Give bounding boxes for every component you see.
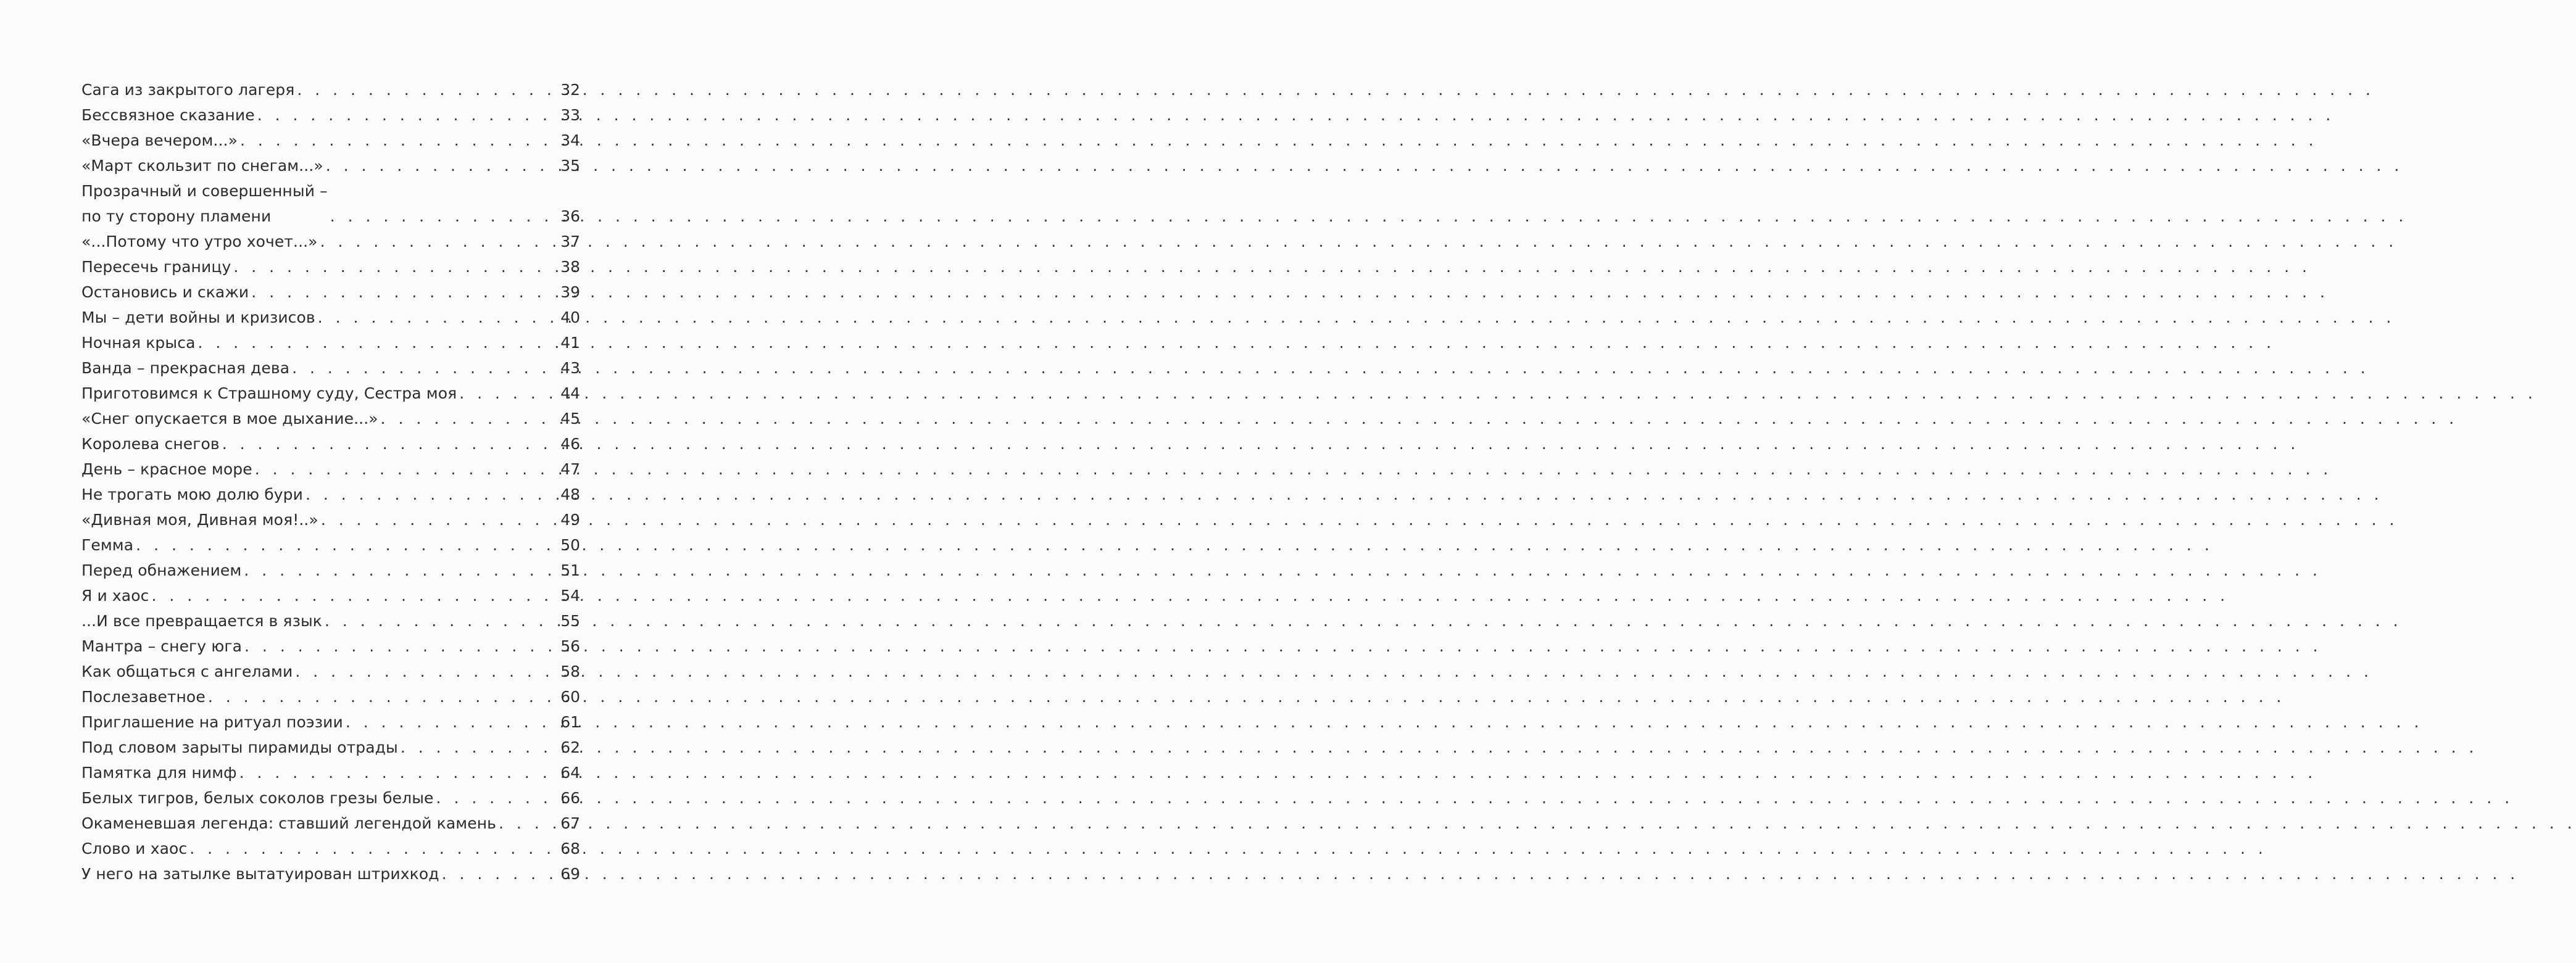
toc-entry-page: 69 <box>560 865 580 883</box>
toc-entry-title: Я и хаос <box>81 587 149 605</box>
toc-entry-title-line-2: по ту сторону пламени <box>81 207 272 225</box>
toc-dot-leader <box>401 735 555 760</box>
toc-entry-page: 38 <box>560 258 580 276</box>
toc-entry-title-line-1: Прозрачный и совершенный – <box>81 182 328 200</box>
toc-entry-page: 58 <box>560 663 580 680</box>
toc-entry <box>81 634 580 659</box>
toc-dot-leader <box>292 355 555 381</box>
toc-dot-leader <box>208 684 555 709</box>
toc-dot-leader <box>244 634 555 659</box>
table-of-contents <box>81 77 580 887</box>
toc-dot-leader <box>136 532 555 558</box>
toc-entry-title: Пересечь границу <box>81 258 231 276</box>
toc-entry <box>81 153 580 178</box>
toc-entry <box>81 406 580 431</box>
toc-entry-page: 61 <box>560 713 580 731</box>
toc-entry <box>81 254 580 279</box>
toc-entry-title: Мантра – снегу юга <box>81 637 243 655</box>
toc-dot-leader <box>305 482 555 507</box>
toc-entry <box>81 861 580 887</box>
toc-entry-page: 46 <box>560 435 580 453</box>
toc-entry-title: Окаменевшая легенда: ставший легендой камень <box>81 814 496 832</box>
toc-entry-title: «Дивная моя, Дивная моя!..» <box>81 511 318 529</box>
toc-dot-leader <box>320 229 555 254</box>
toc-entry-title: Ночная крыса <box>81 334 196 352</box>
toc-dot-leader <box>321 507 555 532</box>
toc-entry-title: Послезаветное <box>81 688 206 706</box>
toc-entry-title: ...И все превращается в язык <box>81 612 323 630</box>
toc-entry <box>81 608 580 634</box>
toc-entry-title: Белых тигров, белых соколов грезы белые <box>81 789 434 807</box>
toc-entry <box>81 305 580 330</box>
toc-entry-title: Под словом зарыты пирамиды отрады <box>81 738 398 756</box>
toc-entry <box>81 836 580 861</box>
toc-entry-title <box>81 178 328 229</box>
toc-entry <box>81 684 580 709</box>
toc-entry-page: 49 <box>560 511 580 529</box>
toc-entry-title: Ванда – прекрасная дева <box>81 359 290 377</box>
toc-entry-page: 40 <box>560 308 580 326</box>
toc-dot-leader <box>239 760 555 785</box>
toc-entry-page: 34 <box>560 131 580 149</box>
toc-entry <box>81 77 580 102</box>
toc-entry-title: День – красное море <box>81 460 252 478</box>
toc-entry-page: 48 <box>560 486 580 503</box>
toc-entry-page: 54 <box>560 587 580 605</box>
toc-dot-leader <box>255 457 555 482</box>
toc-entry-title: «Вчера вечером...» <box>81 131 238 149</box>
toc-dot-leader <box>297 77 555 102</box>
toc-entry-page: 55 <box>560 612 580 630</box>
toc-entry <box>81 102 580 128</box>
toc-entry-page: 45 <box>560 410 580 428</box>
toc-entry <box>81 760 580 785</box>
toc-entry <box>81 811 580 836</box>
toc-entry-page: 39 <box>560 283 580 301</box>
toc-entry-title: Мы – дети войны и кризисов <box>81 308 315 326</box>
toc-entry <box>81 229 580 254</box>
toc-dot-leader <box>233 254 555 279</box>
toc-entry-title: Приглашение на ритуал поэзии <box>81 713 343 731</box>
toc-entry <box>81 735 580 760</box>
toc-entry-page: 67 <box>560 814 580 832</box>
toc-entry-title: «Март скользит по снегам...» <box>81 157 323 175</box>
toc-entry-title: Как общаться с ангелами <box>81 663 293 680</box>
toc-dot-leader <box>318 305 555 330</box>
toc-entry <box>81 507 580 532</box>
toc-dot-leader <box>244 558 555 583</box>
toc-dot-leader <box>499 811 555 836</box>
toc-dot-leader <box>326 153 555 178</box>
toc-entry-page: 50 <box>560 536 580 554</box>
toc-entry-title: У него на затылке вытатуирован штрихкод <box>81 865 439 883</box>
toc-entry-page: 35 <box>560 157 580 175</box>
book-page <box>0 0 613 963</box>
toc-dot-leader <box>330 204 555 229</box>
toc-entry <box>81 532 580 558</box>
toc-entry-page: 33 <box>560 106 580 124</box>
toc-entry-page: 32 <box>560 81 580 99</box>
toc-dot-leader <box>240 128 555 153</box>
toc-entry-page: 68 <box>560 840 580 858</box>
toc-dot-leader <box>257 102 555 128</box>
toc-entry-page: 43 <box>560 359 580 377</box>
toc-entry-title: Приготовимся к Страшному суду, Сестра моя <box>81 384 457 402</box>
toc-entry <box>81 709 580 735</box>
toc-entry-page: 37 <box>560 233 580 250</box>
toc-entry-title: Остановись и скажи <box>81 283 249 301</box>
toc-entry-title: Слово и хаос <box>81 840 188 858</box>
toc-dot-leader <box>198 330 556 355</box>
toc-entry <box>81 330 580 355</box>
toc-dot-leader <box>381 406 555 431</box>
toc-entry <box>81 558 580 583</box>
toc-entry-page: 66 <box>560 789 580 807</box>
toc-entry-page: 47 <box>560 460 580 478</box>
toc-entry <box>81 431 580 457</box>
toc-entry-title: Сага из закрытого лагеря <box>81 81 295 99</box>
toc-entry-title: Бессвязное сказание <box>81 106 255 124</box>
toc-entry-page: 51 <box>560 561 580 579</box>
toc-dot-leader <box>436 785 555 811</box>
toc-entry-page: 62 <box>560 738 580 756</box>
toc-entry-title: Не трогать мою долю бури <box>81 486 303 503</box>
toc-entry-page: 41 <box>560 334 580 352</box>
toc-entry-title: Гемма <box>81 536 134 554</box>
toc-dot-leader <box>459 381 555 406</box>
toc-entry-page: 64 <box>560 764 580 782</box>
toc-entry-title: Королева снегов <box>81 435 220 453</box>
toc-entry <box>81 583 580 608</box>
toc-entry <box>81 659 580 684</box>
toc-entry <box>81 785 580 811</box>
toc-entry-page: 60 <box>560 688 580 706</box>
toc-entry-page: 44 <box>560 384 580 402</box>
toc-entry-title: Памятка для нимф <box>81 764 237 782</box>
toc-dot-leader <box>325 608 555 634</box>
toc-entry-title: «Снег опускается в мое дыхание...» <box>81 410 378 428</box>
toc-dot-leader <box>189 836 555 861</box>
toc-entry <box>81 482 580 507</box>
toc-dot-leader <box>251 279 555 305</box>
toc-entry <box>81 457 580 482</box>
toc-entry <box>81 279 580 305</box>
toc-entry-page: 56 <box>560 637 580 655</box>
toc-entry <box>81 128 580 153</box>
toc-entry-title: Перед обнажением <box>81 561 242 579</box>
toc-entry <box>81 178 580 229</box>
toc-entry <box>81 355 580 381</box>
toc-entry <box>81 381 580 406</box>
toc-dot-leader <box>295 659 555 684</box>
toc-dot-leader <box>151 583 555 608</box>
toc-dot-leader <box>442 861 555 887</box>
toc-entry-page: 36 <box>560 207 580 225</box>
toc-dot-leader <box>222 431 555 457</box>
toc-entry-title: «...Потому что утро хочет...» <box>81 233 318 250</box>
toc-dot-leader <box>346 709 555 735</box>
